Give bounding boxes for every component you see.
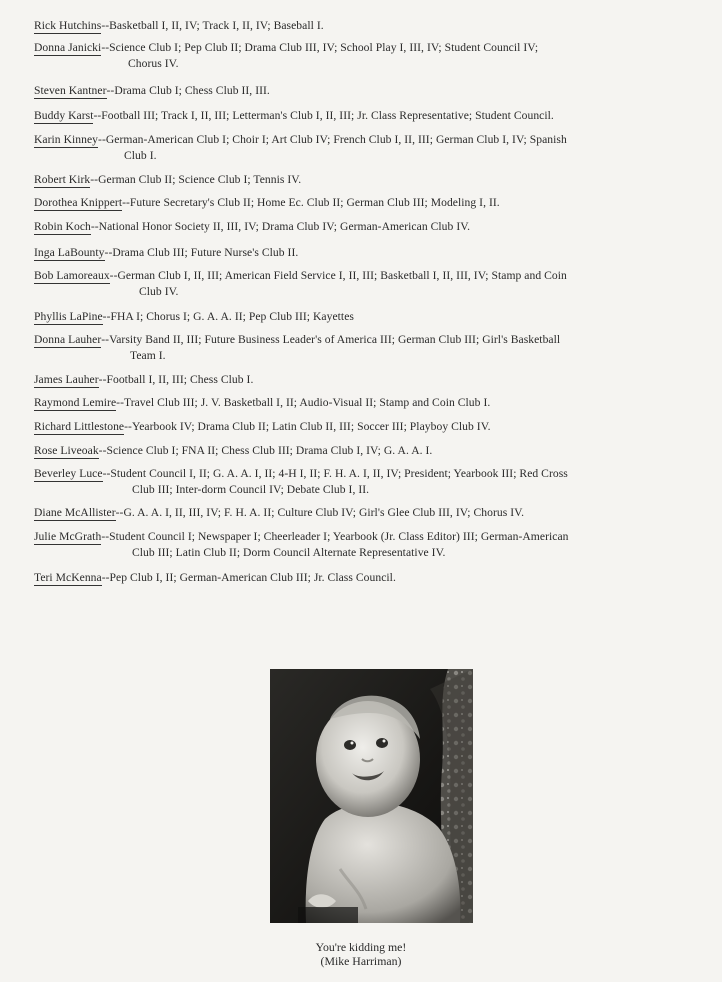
activities: --National Honor Society II, III, IV; Drama Club IV; German-American Club IV. bbox=[90, 220, 471, 233]
activities: --German-American Club I; Choir I; Art Club IV; French Club I, II, III; German Club I, IV; Spanish bbox=[98, 133, 567, 146]
student-name: Rose Liveoak bbox=[34, 444, 99, 457]
activities: --Drama Club III; Future Nurse's Club II. bbox=[104, 246, 299, 259]
entry-julie-mcgrath bbox=[34, 529, 694, 561]
activities: --Science Club I; Pep Club II; Drama Club III, IV; School Play I, III, IV; Student Council IV; bbox=[101, 41, 539, 54]
student-name: Robert Kirk bbox=[34, 173, 91, 186]
photo-caption bbox=[0, 940, 722, 968]
activities: --Varsity Band II, III; Future Business Leader's of America III; German Club III; Girl's Basketball bbox=[101, 333, 561, 346]
activities: --Student Council I, II; G. A. A. I, II; 4-H I, II; F. H. A. I, II, IV; President; Yearbook III; Red Cross bbox=[102, 467, 568, 480]
entry-steven-kantner bbox=[34, 83, 694, 99]
activities: --German Club II; Science Club I; Tennis IV. bbox=[90, 173, 302, 186]
entry-rick-hutchins bbox=[34, 18, 694, 34]
student-name: Inga LaBounty bbox=[34, 246, 105, 259]
activities-continued: Club I. bbox=[124, 149, 157, 162]
activities: --Future Secretary's Club II; Home Ec. Club II; German Club III; Modeling I, II. bbox=[122, 196, 500, 209]
activities-continued: Club IV. bbox=[139, 285, 179, 298]
student-name: Steven Kantner bbox=[34, 84, 107, 97]
student-name: Teri McKenna bbox=[34, 571, 102, 584]
entry-rose-liveoak bbox=[34, 443, 694, 459]
activities: --Pep Club I, II; German-American Club III; Jr. Class Council. bbox=[101, 571, 396, 584]
entry-raymond-lemire bbox=[34, 395, 694, 411]
activities-continued: Club III; Inter-dorm Council IV; Debate Club I, II. bbox=[132, 483, 370, 496]
entry-robin-koch bbox=[34, 219, 694, 235]
activities: --Football III; Track I, II, III; Letterman's Club I, II, III; Jr. Class Representative; Student Council. bbox=[93, 109, 554, 122]
entry-teri-mckenna bbox=[34, 570, 694, 586]
baby-photo-icon bbox=[270, 669, 473, 923]
activities: --FHA I; Chorus I; G. A. A. II; Pep Club III; Kayettes bbox=[102, 310, 354, 323]
student-name: James Lauher bbox=[34, 373, 99, 386]
activities: --G. A. A. I, II, III, IV; F. H. A. II; Culture Club IV; Girl's Glee Club III, IV; Chorus IV. bbox=[115, 506, 525, 519]
entry-richard-littlestone bbox=[34, 419, 694, 435]
caption-line-2: (Mike Harriman) bbox=[320, 954, 402, 968]
student-name: Dorothea Knippert bbox=[34, 196, 123, 209]
activities: --Student Council I; Newspaper I; Cheerleader I; Yearbook (Jr. Class Editor) III; German-American bbox=[101, 530, 569, 543]
student-name: Robin Koch bbox=[34, 220, 91, 233]
activities: --Yearbook IV; Drama Club II; Latin Club II, III; Soccer III; Playboy Club IV. bbox=[124, 420, 491, 433]
activities: --Science Club I; FNA II; Chess Club III; Drama Club I, IV; G. A. A. I. bbox=[98, 444, 433, 457]
student-name: Diane McAllister bbox=[34, 506, 116, 519]
student-name: Richard Littlestone bbox=[34, 420, 125, 433]
student-name: Raymond Lemire bbox=[34, 396, 117, 409]
activities-continued: Club III; Latin Club II; Dorm Council Alternate Representative IV. bbox=[132, 546, 446, 559]
student-name: Bob Lamoreaux bbox=[34, 269, 110, 282]
entry-dorothea-knippert bbox=[34, 195, 694, 211]
entry-inga-labounty bbox=[34, 245, 694, 261]
student-name: Karin Kinney bbox=[34, 133, 99, 146]
student-name: Donna Lauher bbox=[34, 333, 102, 346]
entry-robert-kirk bbox=[34, 172, 694, 188]
activities-continued: Chorus IV. bbox=[128, 57, 179, 70]
activities: --Travel Club III; J. V. Basketball I, II; Audio-Visual II; Stamp and Coin Club I. bbox=[116, 396, 491, 409]
student-name: Rick Hutchins bbox=[34, 19, 102, 32]
entry-james-lauher bbox=[34, 372, 694, 388]
activities: --German Club I, II, III; American Field Service I, II, III; Basketball I, II, III, IV; Stamp and Coin bbox=[109, 269, 567, 282]
baby-photo bbox=[270, 669, 473, 923]
student-name: Phyllis LaPine bbox=[34, 310, 103, 323]
entry-diane-mcallister bbox=[34, 505, 694, 521]
student-name: Beverley Luce bbox=[34, 467, 103, 480]
activities: --Basketball I, II, IV; Track I, II, IV; Baseball I. bbox=[101, 19, 324, 32]
entry-karin-kinney bbox=[34, 132, 694, 164]
caption-line-1: You're kidding me! bbox=[315, 940, 407, 954]
activities-continued: Team I. bbox=[130, 349, 166, 362]
entry-donna-lauher bbox=[34, 332, 694, 364]
entry-bob-lamoreaux bbox=[34, 268, 694, 300]
activities: --Football I, II, III; Chess Club I. bbox=[98, 373, 254, 386]
student-name: Donna Janicki bbox=[34, 41, 102, 54]
entry-donna-janicki bbox=[34, 40, 694, 72]
entry-buddy-karst bbox=[34, 108, 694, 124]
entry-beverley-luce bbox=[34, 466, 694, 498]
student-name: Julie McGrath bbox=[34, 530, 102, 543]
student-name: Buddy Karst bbox=[34, 109, 94, 122]
activities: --Drama Club I; Chess Club II, III. bbox=[106, 84, 270, 97]
entry-phyllis-lapine bbox=[34, 309, 694, 325]
